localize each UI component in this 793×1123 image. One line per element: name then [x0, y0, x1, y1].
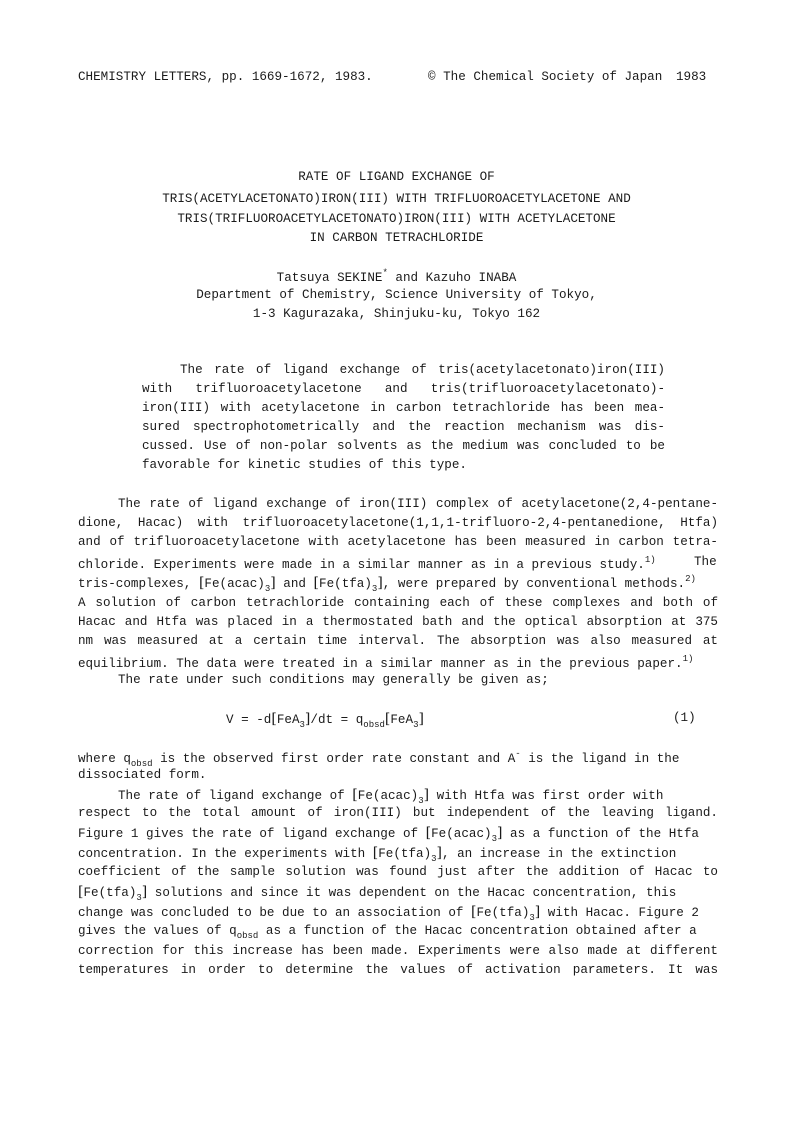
body-line-22: temperatures in order to determine the values of activation parameters. It was [78, 963, 718, 977]
affiliation-line-2: 1-3 Kagurazaka, Shinjuku-ku, Tokyo 162 [252, 307, 541, 321]
rate-equation: $V = -d[FeA_3]/dt = q_{obsd}[FeA_3]$ [226, 711, 424, 730]
affiliation-line-1: Department of Chemistry, Science University of Tokyo, [196, 288, 597, 302]
author-inaba: and Kazuho INABA [387, 271, 517, 285]
body-line-4: chloride. Experiments were made in a similar manner as in a previous study.$^{1)}$ [78, 555, 656, 572]
complex-fe-acac: Fe(acac) [204, 577, 265, 591]
abstract-line-2: with trifluoroacetylacetone and tris(trifluoroacetylacetonato)- [142, 382, 665, 396]
title-line-4: IN CARBON TETRACHLORIDE [309, 231, 484, 245]
body-line-13: The rate of ligand exchange of $[Fe(acac)_3]$ with Htfa was first order with [118, 787, 664, 806]
body-line-20: gives the values of $q_{obsd}$ as a function of the Hacac concentration obtained after a [78, 924, 697, 941]
body-line-19: change was concluded to be due to an association of $[Fe(tfa)_3]$ with Hacac. Figure 2 [78, 904, 699, 923]
abstract-line-1: The rate of ligand exchange of tris(acetylacetonato)iron(III) [180, 363, 665, 377]
body-line-3: and of trifluoroacetylacetone with acetylacetone has been measured in carbon tetra- [78, 535, 718, 549]
journal-citation: CHEMISTRY LETTERS, pp. 1669-1672, 1983. [78, 70, 373, 84]
body-line-9: equilibrium. The data were treated in a similar manner as in the previous paper.$^{1)}$ [78, 654, 694, 671]
reference-1b: 1) [682, 654, 694, 664]
abstract-line-4: sured spectrophotometrically and the reaction mechanism was dis- [142, 420, 665, 434]
body-line-14: respect to the total amount of iron(III) but independent of the leaving ligand. [78, 806, 718, 820]
title-line-2: TRIS(ACETYLACETONATO)IRON(III) WITH TRIFLUOROACETYLACETONE AND [162, 192, 631, 206]
body-line-8: nm was measured at a certain time interval. The absorption was also measured at [78, 634, 718, 648]
body-line-6: A solution of carbon tetrachloride containing each of these complexes and both of [78, 596, 718, 610]
body-line-5: tris-complexes, $[Fe(acac)_3]$ and $[Fe(tfa)_3]$, were prepared by conventional methods.$^{2)}$ [78, 574, 696, 594]
corresponding-author-mark: * [382, 268, 388, 278]
reference-2: 2) [685, 574, 696, 584]
body-line-2: dione, Hacac) with trifluoroacetylacetone(1,1,1-trifluoro-2,4-pentanedione, Htfa) [78, 516, 718, 530]
abstract-line-5: cussed. Use of non-polar solvents as the medium was concluded to be [142, 439, 665, 453]
body-line-18: $[Fe(tfa)_3]$ solutions and since it was dependent on the Hacac concentration, this [78, 884, 677, 903]
body-line-21: correction for this increase has been made. Experiments were also made at different [78, 944, 718, 958]
equation-number: (1) [673, 711, 696, 725]
abstract-line-3: iron(III) with acetylacetone in carbon tetrachloride has been mea- [142, 401, 665, 415]
reference-1: 1) [644, 555, 656, 565]
body-line-17: coefficient of the sample solution was found just after the addition of Hacac to [78, 865, 718, 879]
body-line-10: The rate under such conditions may generally be given as; [118, 673, 549, 687]
header-year: 1983 [676, 70, 707, 84]
body-line-1: The rate of ligand exchange of iron(III) complex of acetylacetone(2,4-pentane- [118, 497, 718, 511]
abstract-line-6: favorable for kinetic studies of this type. [142, 458, 467, 472]
title-line-3: TRIS(TRIFLUOROACETYLACETONATO)IRON(III) WITH ACETYLACETONE [177, 212, 616, 226]
title-line-1: RATE OF LIGAND EXCHANGE OF [298, 170, 495, 184]
body-line-15: Figure 1 gives the rate of ligand exchange of $[Fe(acac)_3]$ as a function of the Htfa [78, 825, 699, 844]
body-line-4-end: The [694, 555, 717, 569]
author-sekine: Tatsuya SEKINE [276, 271, 383, 285]
copyright-notice: © The Chemical Society of Japan [428, 70, 663, 84]
body-line-12: dissociated form. [78, 768, 207, 782]
complex-fe-tfa: Fe(tfa) [319, 577, 372, 591]
authors [0, 268, 793, 285]
body-line-11: where $q_{obsd}$ is the observed first order rate constant and A- is the ligand in the [78, 749, 680, 769]
body-line-7: Hacac and Htfa was placed in a thermostated bath and the optical absorption at 375 [78, 615, 718, 629]
body-line-16: concentration. In the experiments with $[Fe(tfa)_3]$, an increase in the extinction [78, 845, 677, 864]
